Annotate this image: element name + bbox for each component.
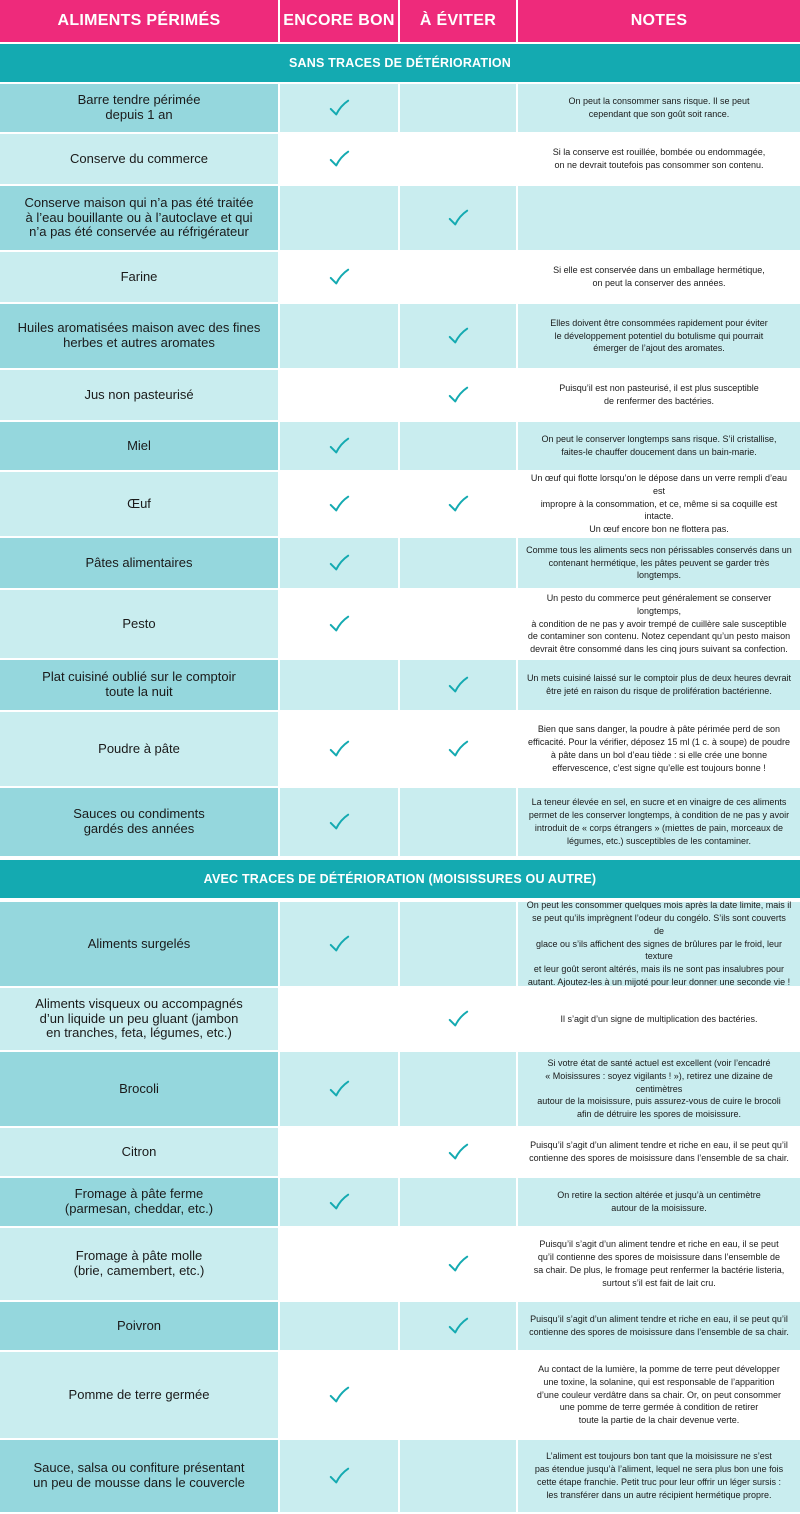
encore-bon-cell bbox=[280, 660, 400, 710]
a-eviter-check-icon bbox=[447, 1008, 469, 1030]
food-cell bbox=[0, 988, 280, 1050]
table-row bbox=[0, 788, 800, 856]
note-text: La teneur élevée en sel, en sucre et en vinaigre de ces aliments permet de les conserver longtemps, à condition de ne pas y avoir introduit de « corps étrangers » (miettes de pain, morceaux de légumes, etc.) susceptibles de les contaminer. bbox=[528, 797, 790, 846]
notes-cell bbox=[518, 370, 800, 420]
section-title: SANS TRACES DE DÉTÉRIORATION bbox=[288, 56, 512, 70]
note-text: Il s’agit d’un signe de multiplication des bactéries. bbox=[560, 1013, 758, 1024]
table-row bbox=[0, 590, 800, 658]
header-notes: NOTES bbox=[630, 12, 688, 29]
a-eviter-check-icon bbox=[447, 325, 469, 347]
notes-cell bbox=[518, 252, 800, 302]
food-cell bbox=[0, 1128, 280, 1176]
a-eviter-cell bbox=[400, 84, 518, 132]
encore-bon-cell bbox=[280, 84, 400, 132]
food-cell bbox=[0, 1302, 280, 1350]
encore-bon-check-icon bbox=[328, 148, 350, 170]
note-text: Elles doivent être consommées rapidement pour éviter le développement potentiel du botulisme qui pourrait émerger de l’ajout des aromates. bbox=[550, 317, 768, 354]
a-eviter-cell bbox=[400, 472, 518, 536]
table-row bbox=[0, 1228, 800, 1300]
food-name: Conserve du commerce bbox=[70, 150, 208, 166]
food-cell bbox=[0, 660, 280, 710]
encore-bon-cell bbox=[280, 1352, 400, 1438]
table-row bbox=[0, 1440, 800, 1512]
table-row bbox=[0, 472, 800, 536]
food-name: Pâtes alimentaires bbox=[85, 554, 193, 570]
section-header bbox=[0, 44, 800, 82]
note-text: Si la conserve est rouillée, bombée ou endommagée, on ne devrait toutefois pas consommer son contenu. bbox=[552, 147, 766, 170]
a-eviter-cell bbox=[400, 712, 518, 786]
encore-bon-cell bbox=[280, 712, 400, 786]
note-text: Un pesto du commerce peut généralement se conserver longtemps, à condition de ne pas y avoir trempé de cuillère sale susceptible de contaminer son contenu. Notez cependant qu’un pesto maison devrait être consommé dans les cinq jours suivant sa confection. bbox=[527, 593, 791, 655]
note-text: Puisqu’il s’agit d’un aliment tendre et riche en eau, il se peut qu’il contienne des spores de moisissure dans l’ensemble de sa chair. De plus, le fromage peut renfermer la bactérie listeria, surtout s’il est fait de lait cru. bbox=[533, 1239, 785, 1288]
encore-bon-check-icon bbox=[328, 97, 350, 119]
note-text: L’aliment est toujours bon tant que la moisissure ne s’est pas étendue jusqu’à l’aliment, lequel ne sera plus bon une fois cette étape franchie. Petit truc pour leur offrir un léger sursis : les transférer dans un autre récipient hermétique propre. bbox=[534, 1451, 784, 1500]
food-name: Aliments surgelés bbox=[87, 935, 191, 951]
table-row bbox=[0, 304, 800, 368]
notes-cell bbox=[518, 1178, 800, 1226]
notes-cell bbox=[518, 1352, 800, 1438]
notes-cell bbox=[518, 902, 800, 986]
encore-bon-check-icon bbox=[328, 1191, 350, 1213]
a-eviter-cell bbox=[400, 660, 518, 710]
food-cell bbox=[0, 186, 280, 250]
a-eviter-check-icon bbox=[447, 207, 469, 229]
food-cell bbox=[0, 134, 280, 184]
note-text: Bien que sans danger, la poudre à pâte périmée perd de son efficacité. Pour la vérifier, déposez 15 ml (1 c. à soupe) de poudre à pâte dans un bol d’eau tiède : si elle crée une bonne effervescence, c’est signe qu’elle est toujours bonne ! bbox=[528, 724, 790, 773]
section-title: AVEC TRACES DE DÉTÉRIORATION (MOISISSURES OU AUTRE) bbox=[203, 872, 597, 886]
encore-bon-cell bbox=[280, 1440, 400, 1512]
encore-bon-check-icon bbox=[328, 1384, 350, 1406]
encore-bon-cell bbox=[280, 134, 400, 184]
table-row bbox=[0, 902, 800, 986]
encore-bon-check-icon bbox=[328, 1465, 350, 1487]
encore-bon-cell bbox=[280, 252, 400, 302]
encore-bon-check-icon bbox=[328, 435, 350, 457]
a-eviter-check-icon bbox=[447, 384, 469, 406]
encore-bon-cell bbox=[280, 1052, 400, 1126]
note-text: Si votre état de santé actuel est excellent (voir l’encadré « Moisissures : soyez vigilants ! »), retirez une dizaine de centimètres autour de la moisissure, puis assurez-vous de cuire le brocoli afin de détruire les spores de moisissure. bbox=[537, 1058, 781, 1120]
table-row bbox=[0, 660, 800, 710]
header-a-eviter: À ÉVITER bbox=[400, 0, 518, 42]
food-name: Conserve maison qui n’a pas été traitée à l’eau bouillante ou à l’autoclave et qui n’a pas été conservée au réfrigérateur bbox=[24, 195, 254, 240]
encore-bon-cell bbox=[280, 186, 400, 250]
a-eviter-cell bbox=[400, 538, 518, 588]
food-cell bbox=[0, 902, 280, 986]
encore-bon-cell bbox=[280, 988, 400, 1050]
encore-bon-cell bbox=[280, 1178, 400, 1226]
a-eviter-check-icon bbox=[447, 1315, 469, 1337]
table-row bbox=[0, 1128, 800, 1176]
notes-cell bbox=[518, 988, 800, 1050]
food-cell bbox=[0, 472, 280, 536]
encore-bon-cell bbox=[280, 304, 400, 368]
table-header bbox=[0, 0, 800, 42]
food-cell bbox=[0, 1228, 280, 1300]
table-row bbox=[0, 1178, 800, 1226]
a-eviter-cell bbox=[400, 1228, 518, 1300]
note-text: Un œuf qui flotte lorsqu’on le dépose dans un verre rempli d’eau est impropre à la consommation, et ce, même si sa coquille est intacte. Un œuf encore bon ne flottera pas. bbox=[530, 473, 788, 535]
note-text: On peut la consommer sans risque. Il se peut cependant que son goût soit rance. bbox=[568, 96, 750, 119]
table-row bbox=[0, 84, 800, 132]
food-name: Pomme de terre germée bbox=[68, 1386, 210, 1402]
notes-cell bbox=[518, 590, 800, 658]
encore-bon-cell bbox=[280, 538, 400, 588]
encore-bon-check-icon bbox=[328, 1078, 350, 1100]
a-eviter-cell bbox=[400, 902, 518, 986]
note-text: On peut les consommer quelques mois après la date limite, mais il se peut qu’ils imprègnent l’odeur du congélo. S’ils sont couverts de glace ou s’ils affichent des signes de brûlures par le froid, leur texture et leur goût seront altérés, mais ils ne sont pas insalubres pour autant. Ajoutez-les à un mijoté pour leur donner une seconde vie ! bbox=[526, 900, 792, 987]
encore-bon-check-icon bbox=[328, 933, 350, 955]
food-cell bbox=[0, 590, 280, 658]
food-name: Barre tendre périmée depuis 1 an bbox=[77, 92, 201, 122]
food-cell bbox=[0, 1440, 280, 1512]
food-name: Poivron bbox=[116, 1317, 162, 1333]
encore-bon-cell bbox=[280, 1128, 400, 1176]
note-text: Au contact de la lumière, la pomme de terre peut développer une toxine, la solanine, qui est responsable de l’apparition d’une couleur verdâtre dans sa chair. Or, on peut consommer une pomme de terre germée à condition de retirer toute la partie de la chair devenue verte. bbox=[536, 1364, 782, 1426]
food-name: Aliments visqueux ou accompagnés d’un liquide un peu gluant (jambon en tranches, feta, légumes, etc.) bbox=[35, 996, 243, 1041]
notes-cell bbox=[518, 1128, 800, 1176]
notes-cell bbox=[518, 1302, 800, 1350]
header-aliments: ALIMENTS PÉRIMÉS bbox=[0, 0, 280, 42]
table-row bbox=[0, 988, 800, 1050]
food-name: Sauce, salsa ou confiture présentant un peu de mousse dans le couvercle bbox=[33, 1460, 245, 1490]
notes-cell bbox=[518, 304, 800, 368]
encore-bon-cell bbox=[280, 902, 400, 986]
food-name: Fromage à pâte ferme (parmesan, cheddar, etc.) bbox=[64, 1186, 214, 1216]
a-eviter-check-icon bbox=[447, 493, 469, 515]
food-cell bbox=[0, 1052, 280, 1126]
notes-cell bbox=[518, 186, 800, 250]
note-text: Puisqu’il s’agit d’un aliment tendre et riche en eau, il se peut qu’il contienne des spores de moisissure dans l’ensemble de sa chair. bbox=[529, 1140, 789, 1163]
a-eviter-cell bbox=[400, 304, 518, 368]
food-cell bbox=[0, 252, 280, 302]
encore-bon-cell bbox=[280, 370, 400, 420]
note-text: On peut le conserver longtemps sans risque. S’il cristallise, faites-le chauffer doucement dans un bain-marie. bbox=[541, 434, 777, 457]
food-name: Poudre à pâte bbox=[98, 740, 180, 756]
a-eviter-cell bbox=[400, 1178, 518, 1226]
a-eviter-cell bbox=[400, 988, 518, 1050]
notes-cell bbox=[518, 660, 800, 710]
food-name: Miel bbox=[127, 437, 151, 453]
notes-cell bbox=[518, 788, 800, 856]
food-name: Citron bbox=[121, 1143, 157, 1159]
table-row bbox=[0, 422, 800, 470]
note-text: Puisqu’il s’agit d’un aliment tendre et riche en eau, il se peut qu’il contienne des spores de moisissure dans l’ensemble de sa chair. bbox=[529, 1314, 789, 1337]
table-row bbox=[0, 1352, 800, 1438]
encore-bon-check-icon bbox=[328, 811, 350, 833]
notes-cell bbox=[518, 472, 800, 536]
encore-bon-cell bbox=[280, 788, 400, 856]
food-cell bbox=[0, 422, 280, 470]
encore-bon-check-icon bbox=[328, 266, 350, 288]
a-eviter-cell bbox=[400, 252, 518, 302]
a-eviter-cell bbox=[400, 1128, 518, 1176]
note-text: Si elle est conservée dans un emballage hermétique, on peut la conserver des années. bbox=[553, 265, 765, 288]
encore-bon-check-icon bbox=[328, 493, 350, 515]
food-name: Pesto bbox=[122, 615, 156, 631]
a-eviter-cell bbox=[400, 134, 518, 184]
food-name: Sauces ou condiments gardés des années bbox=[73, 806, 205, 836]
header-encore-bon: ENCORE BON bbox=[280, 0, 400, 42]
table-row bbox=[0, 370, 800, 420]
table-row bbox=[0, 186, 800, 250]
table-row bbox=[0, 134, 800, 184]
encore-bon-check-icon bbox=[328, 613, 350, 635]
notes-cell bbox=[518, 1052, 800, 1126]
food-name: Plat cuisiné oublié sur le comptoir toute la nuit bbox=[42, 669, 236, 699]
notes-cell bbox=[518, 422, 800, 470]
encore-bon-check-icon bbox=[328, 738, 350, 760]
a-eviter-cell bbox=[400, 1440, 518, 1512]
food-name: Œuf bbox=[127, 495, 151, 511]
a-eviter-cell bbox=[400, 788, 518, 856]
section-header bbox=[0, 860, 800, 898]
a-eviter-cell bbox=[400, 590, 518, 658]
food-cell bbox=[0, 1178, 280, 1226]
food-name: Brocoli bbox=[119, 1080, 159, 1096]
table-row bbox=[0, 712, 800, 786]
a-eviter-cell bbox=[400, 186, 518, 250]
notes-cell bbox=[518, 84, 800, 132]
encore-bon-cell bbox=[280, 422, 400, 470]
food-name: Farine bbox=[120, 268, 158, 284]
encore-bon-check-icon bbox=[328, 552, 350, 574]
food-name: Huiles aromatisées maison avec des fines herbes et autres aromates bbox=[17, 320, 261, 350]
notes-cell bbox=[518, 1440, 800, 1512]
encore-bon-cell bbox=[280, 1228, 400, 1300]
table-row bbox=[0, 1052, 800, 1126]
encore-bon-cell bbox=[280, 472, 400, 536]
note-text: Comme tous les aliments secs non périssables conservés dans un contenant hermétique, les pâtes peuvent se garder très longtemps. bbox=[526, 544, 792, 581]
a-eviter-check-icon bbox=[447, 1141, 469, 1163]
note-text: On retire la section altérée et jusqu’à un centimètre autour de la moisissure. bbox=[557, 1190, 761, 1213]
food-cell bbox=[0, 304, 280, 368]
a-eviter-check-icon bbox=[447, 738, 469, 760]
a-eviter-check-icon bbox=[447, 674, 469, 696]
food-cell bbox=[0, 712, 280, 786]
notes-cell bbox=[518, 1228, 800, 1300]
notes-cell bbox=[518, 538, 800, 588]
notes-cell bbox=[518, 134, 800, 184]
a-eviter-cell bbox=[400, 370, 518, 420]
a-eviter-cell bbox=[400, 1302, 518, 1350]
note-text: Puisqu’il est non pasteurisé, il est plus susceptible de renfermer des bactéries. bbox=[559, 383, 759, 406]
food-cell bbox=[0, 84, 280, 132]
table-row bbox=[0, 1302, 800, 1350]
food-cell bbox=[0, 538, 280, 588]
encore-bon-cell bbox=[280, 1302, 400, 1350]
a-eviter-cell bbox=[400, 1052, 518, 1126]
food-cell bbox=[0, 370, 280, 420]
table-row bbox=[0, 538, 800, 588]
food-name: Fromage à pâte molle (brie, camembert, etc.) bbox=[73, 1248, 205, 1278]
a-eviter-cell bbox=[400, 1352, 518, 1438]
food-cell bbox=[0, 788, 280, 856]
a-eviter-check-icon bbox=[447, 1253, 469, 1275]
encore-bon-cell bbox=[280, 590, 400, 658]
notes-cell bbox=[518, 712, 800, 786]
a-eviter-cell bbox=[400, 422, 518, 470]
food-name: Jus non pasteurisé bbox=[84, 386, 194, 402]
note-text: Un mets cuisiné laissé sur le comptoir plus de deux heures devrait être jeté en raison du risque de prolifération bactérienne. bbox=[526, 673, 792, 696]
food-cell bbox=[0, 1352, 280, 1438]
table-row bbox=[0, 252, 800, 302]
